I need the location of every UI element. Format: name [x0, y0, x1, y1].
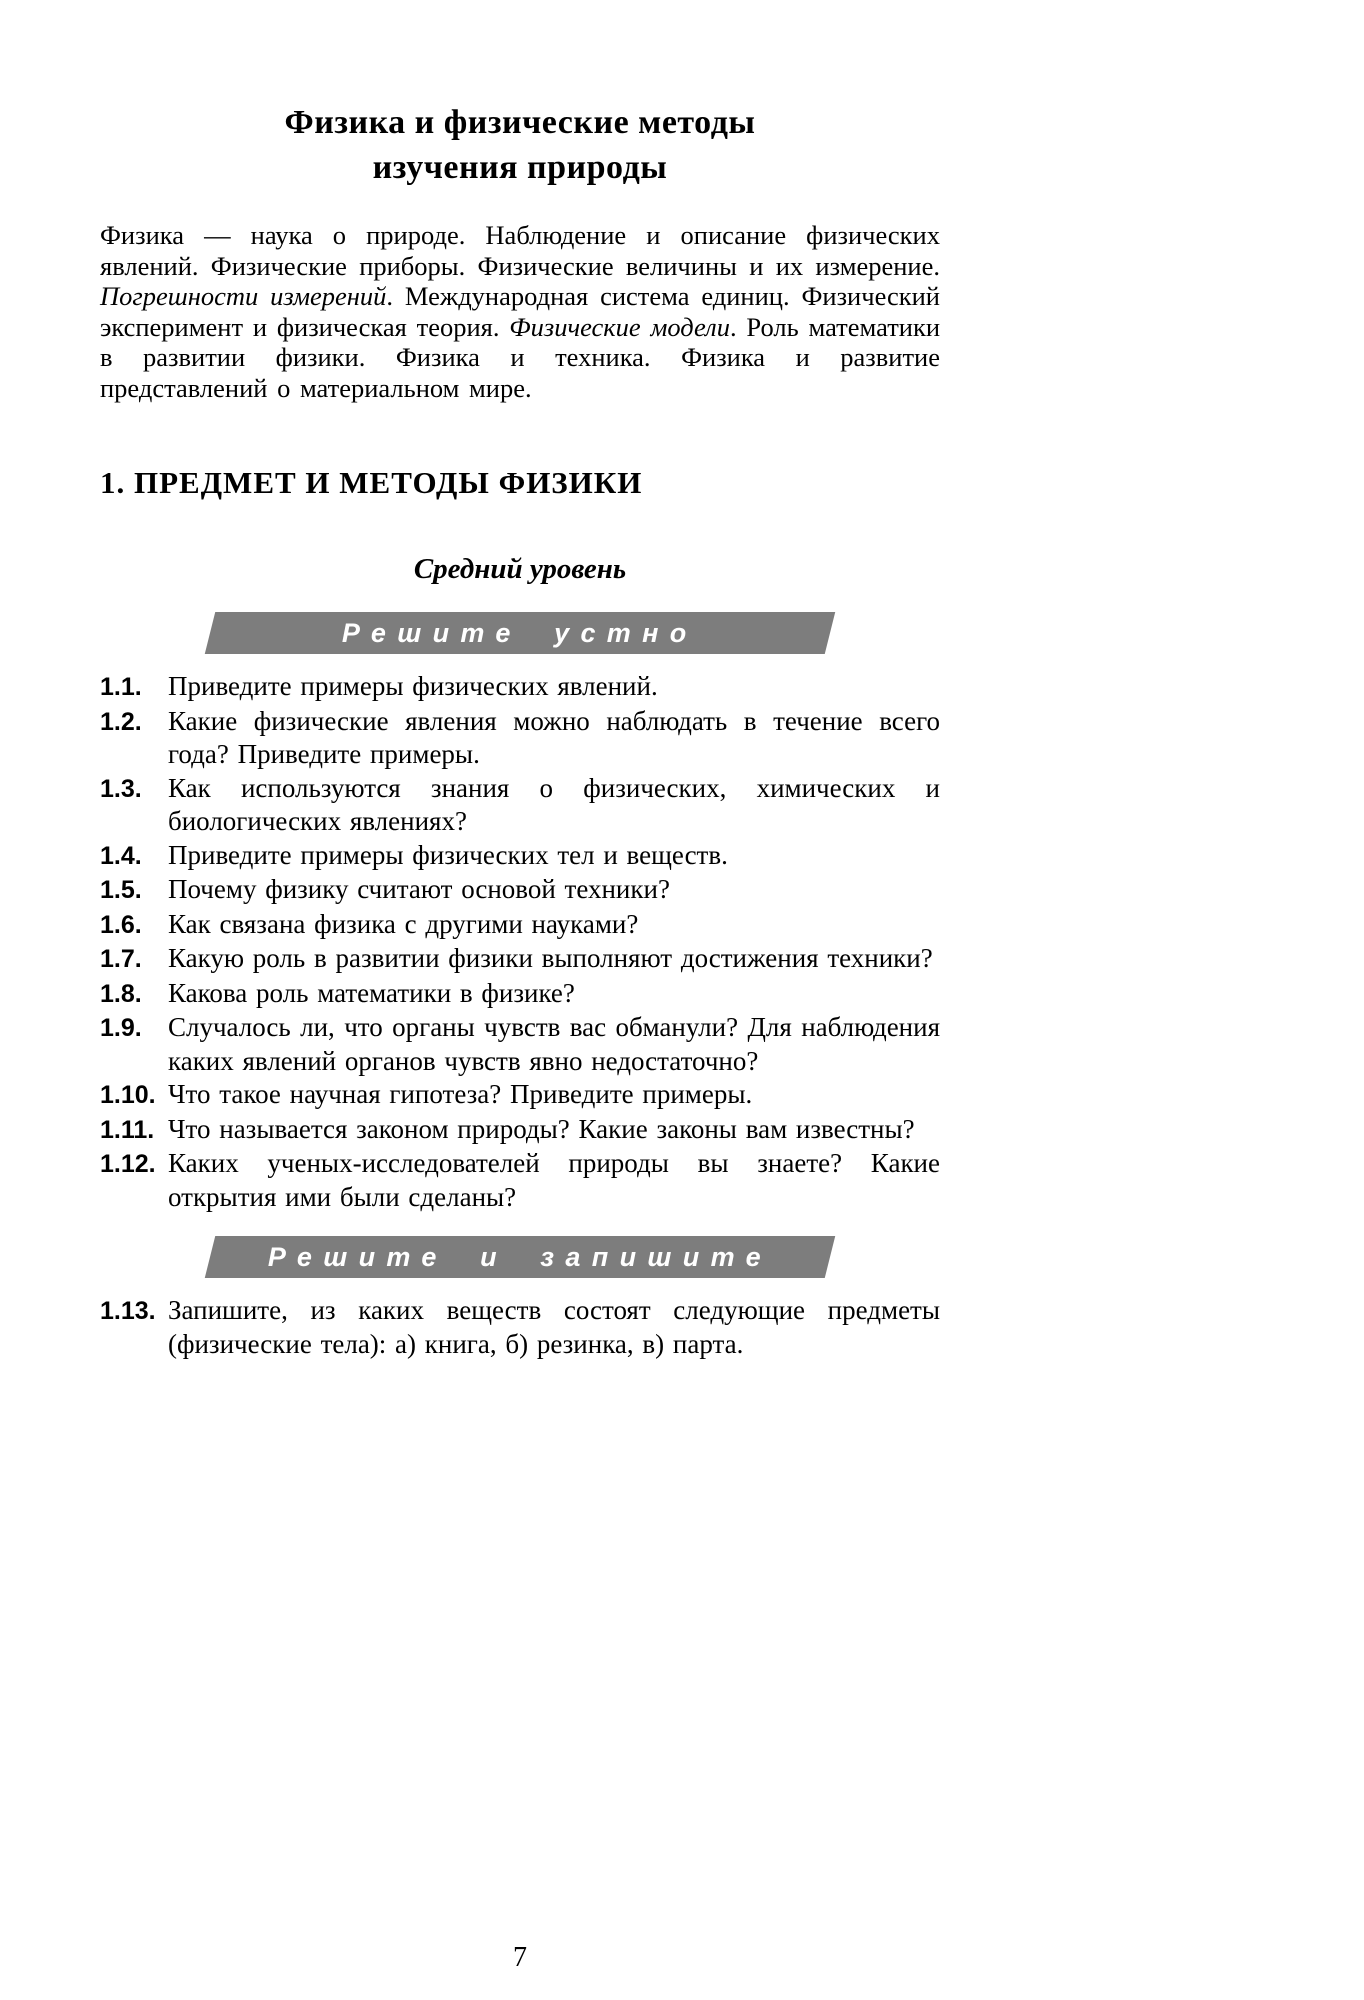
problem-list-oral: [100, 670, 940, 1214]
problem-item: [100, 1113, 940, 1148]
problem-number: 1.5.: [100, 876, 142, 904]
problem-item: [100, 839, 940, 874]
problem-text: Какие физические явления можно наблюдать в течение всего года? Приведите примеры.: [168, 705, 940, 769]
problem-number: 1.6.: [100, 910, 142, 939]
problem-number: 1.13.: [100, 1297, 156, 1325]
level-heading: Средний уровень: [413, 553, 627, 585]
problem-number: 1.11.: [100, 1115, 155, 1144]
problem-number: 1.8.: [100, 979, 142, 1008]
problem-item: [100, 1011, 940, 1078]
problem-number: 1.3.: [100, 774, 142, 803]
abstract-segment: . Международная система единиц. Физический эксперимент и физическая теория.: [100, 281, 940, 342]
problem-number: 1.4.: [100, 841, 142, 870]
problem-text: Почему физику считают основой техники?: [168, 874, 670, 904]
problem-text: Какова роль математики в физике?: [168, 977, 575, 1008]
banner-solve-orally-label: Решите устно: [342, 617, 698, 648]
problem-list-written: [100, 1294, 940, 1361]
problem-number: 1.12.: [100, 1150, 156, 1178]
problem-number: 1.10.: [100, 1081, 156, 1109]
abstract-segment: Физика — наука о природе. Наблюдение и описание физических явлений. Физические приборы. Физические величины и их измерение.: [100, 220, 940, 281]
problem-item: [100, 908, 940, 943]
problem-item: [100, 942, 940, 977]
section-heading: 1. ПРЕДМЕТ И МЕТОДЫ ФИЗИКИ: [100, 465, 643, 500]
page-content: [100, 0, 940, 1361]
chapter-title-line2: изучения природы: [372, 149, 668, 186]
problem-text: Приведите примеры физических явлений.: [168, 671, 658, 701]
chapter-title: [100, 100, 940, 190]
problem-text: Как связана физика с другими науками?: [168, 908, 639, 939]
problem-number: 1.2.: [100, 707, 142, 736]
abstract-segment-italic: Физические модели: [509, 311, 730, 342]
problem-text: Каких ученых-исследователей природы вы знаете? Какие открытия ими были сделаны?: [168, 1148, 940, 1212]
chapter-abstract: [100, 220, 940, 403]
problem-text: Случалось ли, что органы чувств вас обманули? Для наблюдения каких явлений органов чувств явно недостаточно?: [168, 1012, 940, 1076]
problem-text: Приведите примеры физических тел и веществ.: [168, 839, 728, 870]
problem-text: Какую роль в развитии физики выполняют достижения техники?: [168, 943, 933, 973]
abstract-segment-italic: Погрешности измерений: [100, 281, 387, 311]
problem-item: [100, 1147, 940, 1214]
problem-item: [100, 1294, 940, 1361]
problem-item: [100, 670, 940, 705]
problem-item: [100, 1078, 940, 1113]
page-number: 7: [513, 1942, 527, 1973]
problem-number: 1.7.: [100, 945, 142, 973]
problem-text: Как используются знания о физических, химических и биологических явлениях?: [168, 772, 940, 836]
problem-item: [100, 772, 940, 839]
banner-solve-and-write-label: Решите и запишите: [267, 1241, 773, 1272]
banner-solve-orally: [205, 612, 835, 654]
problem-number: 1.9.: [100, 1014, 142, 1042]
problem-text: Что называется законом природы? Какие законы вам известны?: [168, 1113, 915, 1144]
problem-item: [100, 873, 940, 908]
problem-text: Что такое научная гипотеза? Приведите примеры.: [168, 1079, 753, 1109]
problem-number: 1.1.: [100, 673, 142, 701]
problem-item: [100, 977, 940, 1012]
banner-solve-and-write: [205, 1236, 835, 1278]
problem-item: [100, 705, 940, 772]
problem-text: Запишите, из каких веществ состоят следующие предметы (физические тела): а) книга, б) резинка, в) парта.: [168, 1295, 940, 1359]
chapter-title-line1: Физика и физические методы: [284, 104, 756, 141]
abstract-segment: . Роль математики в развитии физики. Физика и техника. Физика и развитие представлений о материальном мире.: [100, 311, 941, 403]
